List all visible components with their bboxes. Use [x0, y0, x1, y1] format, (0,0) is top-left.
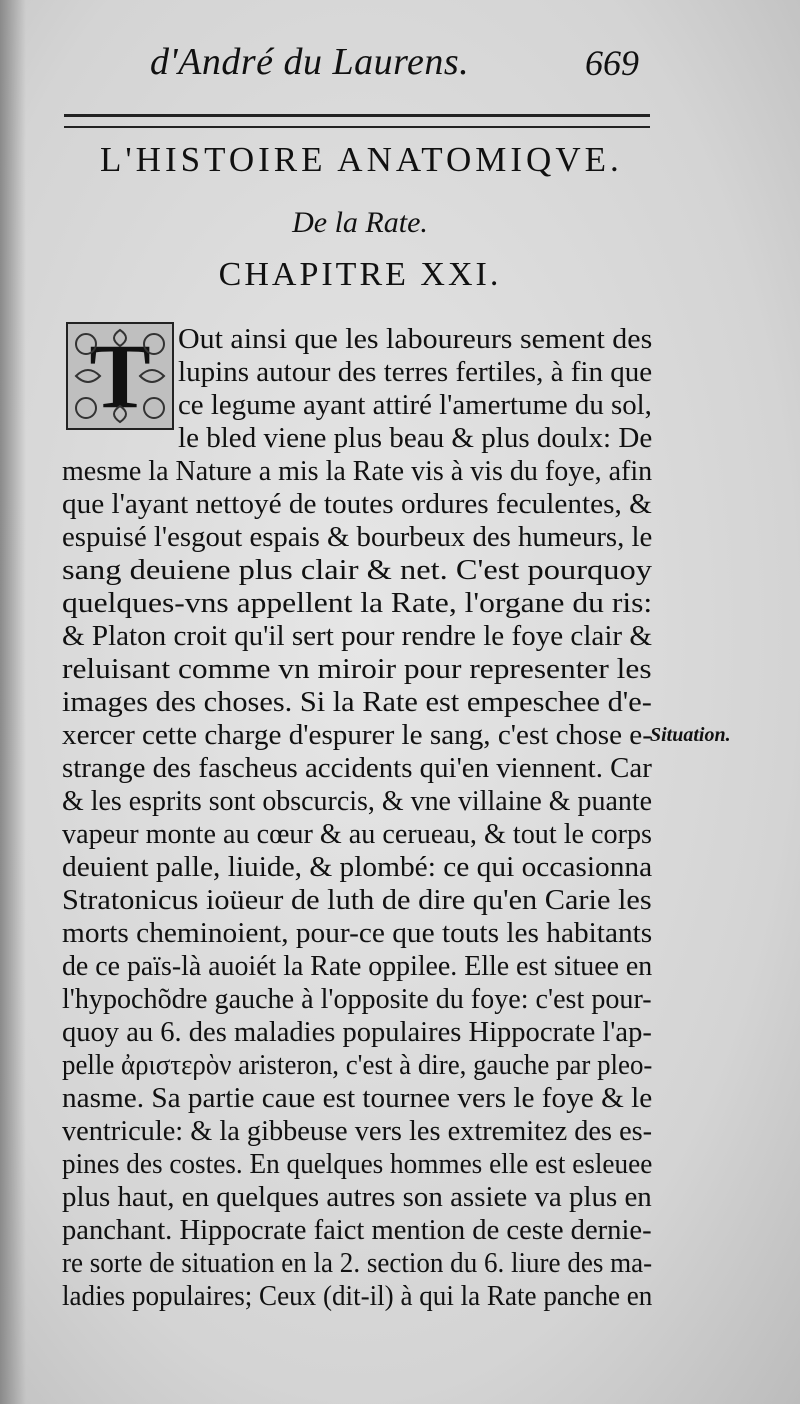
margin-note: Situation.: [650, 724, 731, 746]
text-line: re sorte de situation en la 2. section du 6. liure des ma-: [62, 1248, 653, 1279]
text-line: ventricule: & la gibbeuse vers les extremitez des es-: [62, 1116, 653, 1147]
text-line: sang deuiene plus clair & net. C'est pourquoy: [62, 555, 652, 586]
page-edge-shadow: [0, 0, 26, 1404]
text-line: panchant. Hippocrate faict mention de ceste dernie-: [62, 1215, 652, 1246]
text-line: nasme. Sa partie caue est tournee vers le foye & le: [62, 1083, 653, 1114]
text-line: morts cheminoient, pour-ce que touts les habitants: [62, 918, 653, 949]
text-line: images des choses. Si la Rate est empeschee d'e-: [62, 687, 652, 718]
running-head: d'André du Laurens.: [150, 41, 470, 83]
text-line: le bled viene plus beau & plus doulx: De: [178, 423, 653, 454]
text-line: ce legume ayant attiré l'amertume du sol,: [178, 390, 652, 421]
decorated-initial: [66, 322, 174, 430]
header-rule: [64, 114, 650, 128]
text-line: plus haut, en quelques autres son assiete va plus en: [62, 1182, 652, 1213]
text-line: pines des costes. En quelques hommes elle est esleuee: [62, 1149, 653, 1180]
page-number: 669: [585, 43, 639, 83]
text-line: strange des fascheus accidents qui'en viennent. Car: [62, 753, 652, 784]
text-line: ladies populaires; Ceux (dit-il) à qui la Rate panche en: [62, 1281, 653, 1312]
text-line: pelle ἀριστερὸν aristeron, c'est à dire, gauche par pleo-: [62, 1050, 653, 1081]
text-line: deuient palle, liuide, & plombé: ce qui occasionna: [62, 852, 653, 883]
text-line: mesme la Nature a mis la Rate vis à vis du foye, afin: [62, 456, 653, 487]
chapter-title: CHAPITRE XXI.: [218, 256, 502, 293]
floral-ornament-icon: [68, 324, 172, 428]
text-line: que l'ayant nettoyé de toutes ordures feculentes, &: [62, 489, 652, 520]
text-line: quoy au 6. des maladies populaires Hippocrate l'ap-: [62, 1017, 652, 1048]
text-line: l'hypochõdre gauche à l'opposite du foye: c'est pour-: [62, 984, 652, 1015]
text-line: & Platon croit qu'il sert pour rendre le foye clair &: [62, 621, 652, 652]
text-line: de ce païs-là auoiét la Rate oppilee. Elle est situee en: [62, 951, 653, 982]
text-line: espuisé l'esgout espais & bourbeux des humeurs, le: [62, 522, 653, 553]
section-title: De la Rate.: [292, 206, 428, 239]
text-line: Stratonicus ioüeur de luth de dire qu'en Carie les: [62, 885, 652, 916]
text-line: lupins autour des terres fertiles, à fin que: [178, 357, 653, 388]
drop-cap-letter: T: [89, 325, 151, 427]
text-line: reluisant comme vn miroir pour representer les: [62, 654, 652, 685]
text-line: xercer cette charge d'espurer le sang, c'est chose e-: [62, 720, 652, 751]
text-line: vapeur monte au cœur & au cerueau, & tout le corps: [62, 819, 653, 850]
text-line: quelques-vns appellent la Rate, l'organe du ris:: [62, 588, 653, 619]
book-title: L'HISTOIRE ANATOMIQVE.: [100, 140, 623, 179]
text-line: Out ainsi que les laboureurs sement des: [178, 324, 653, 355]
text-line: & les esprits sont obscurcis, & vne villaine & puante: [62, 786, 653, 817]
